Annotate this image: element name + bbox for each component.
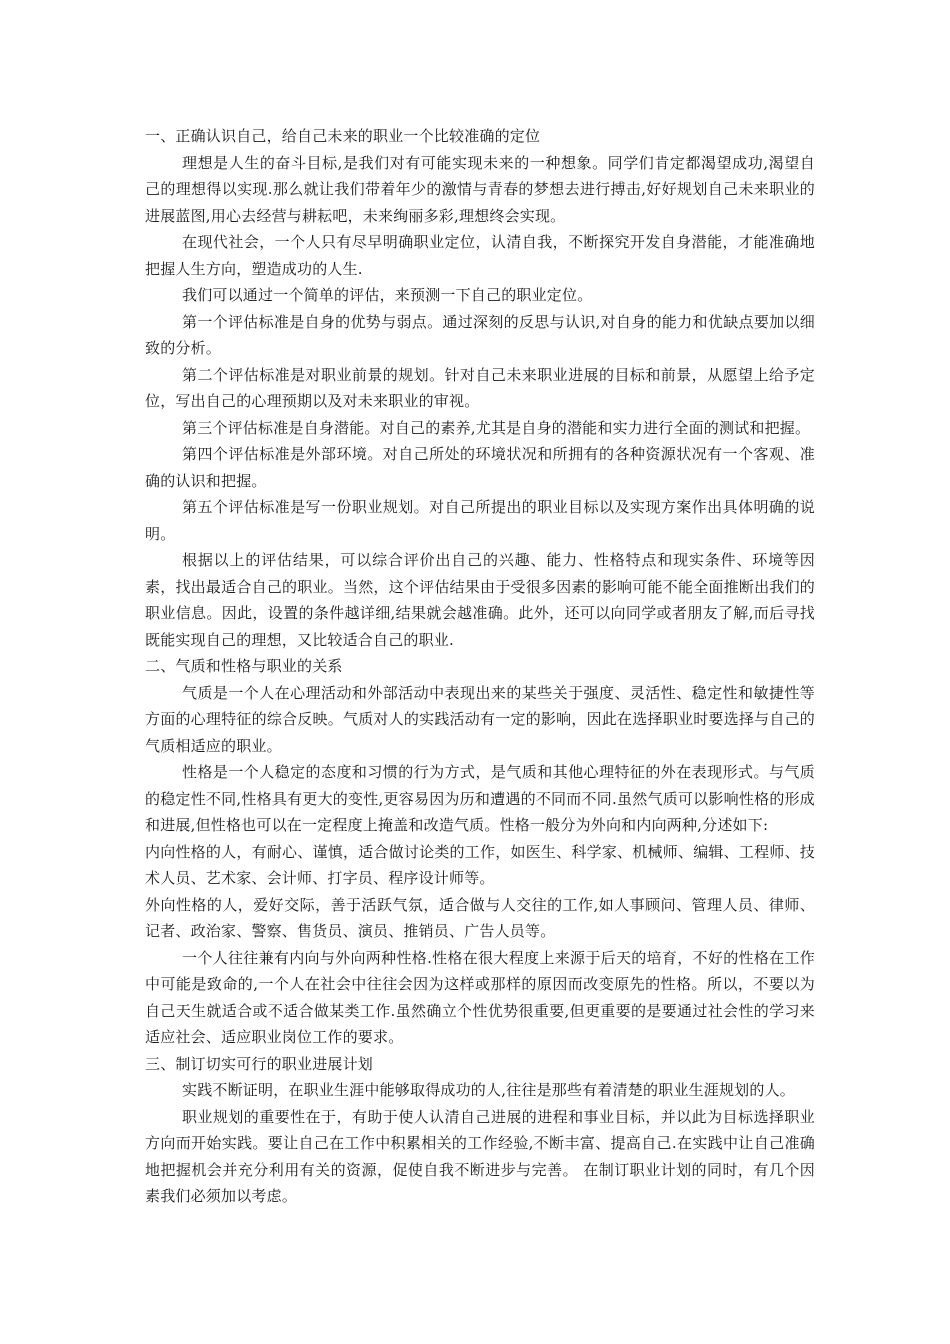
paragraph: 第五个评估标准是写一份职业规划。对自己所提出的职业目标以及实现方案作出具体明确的说明。 bbox=[145, 498, 815, 543]
paragraph: 在现代社会，一个人只有尽早明确职业定位，认清自我，不断探究开发自身潜能，才能准确地把握人生方向，塑造成功的人生. bbox=[145, 233, 815, 278]
paragraph: 第二个评估标准是对职业前景的规划。针对自己未来职业进展的目标和前景，从愿望上给予定位，写出自己的心理预期以及对未来职业的审视。 bbox=[145, 365, 815, 410]
paragraph: 第四个评估标准是外部环境。对自己所处的环境状况和所拥有的各种资源状况有一个客观、准确的认识和把握。 bbox=[145, 445, 815, 490]
extrovert-paragraph: 外向性格的人，爱好交际，善于活跃气氛，适合做与人交往的工作,如人事顾问、管理人员、律师、记者、政治家、警察、售货员、演员、推销员、广告人员等。 bbox=[145, 895, 815, 940]
paragraph: 我们可以通过一个简单的评估，来预测一下自己的职业定位。 bbox=[182, 286, 593, 304]
paragraph: 第一个评估标准是自身的优势与弱点。通过深刻的反思与认识,对自身的能力和优缺点要加以细致的分析。 bbox=[145, 312, 815, 357]
paragraph: 第三个评估标准是自身潜能。对自己的素养,尤其是自身的潜能和实力进行全面的测试和把握。 bbox=[182, 418, 811, 437]
introvert-paragraph: 内向性格的人，有耐心、谨慎，适合做讨论类的工作，如医生、科学家、机械师、编辑、工程师、技术人员、艺术家、会计师、打字员、程序设计师等。 bbox=[145, 842, 815, 887]
document-page bbox=[145, 123, 815, 1210]
section-1-heading: 一、正确认识自己，给自己未来的职业一个比较准确的定位 bbox=[145, 127, 541, 145]
paragraph: 理想是人生的奋斗目标,是我们对有可能实现未来的一种想象。同学们肯定都渴望成功,渴望自己的理想得以实现.那么就让我们带着年少的激情与青春的梦想去进行搏击,好好规划自己未来职业的进展蓝图,用心去经营与耕耘吧，未来绚丽多彩,理想终会实现。 bbox=[145, 153, 815, 225]
paragraph: 性格是一个人稳定的态度和习惯的行为方式，是气质和其他心理特征的外在表现形式。与气质的稳定性不同,性格具有更大的变性,更容易因为历和遭遇的不同而不同.虽然气质可以影响性格的形成和进展,但性格也可以在一定程度上掩盖和改造气质。性格一般分为外向和内向两种,分述如下: bbox=[145, 763, 815, 834]
section-3-heading: 三、制订切实可行的职业进展计划 bbox=[145, 1054, 374, 1073]
paragraph: 一个人往往兼有内向与外向两种性格.性格在很大程度上来源于后天的培育，不好的性格在工作中可能是致命的,一个人在社会中往往会因为这样或那样的原因而改变原先的性格。所以，不要以为自己天生就适合或不适合做某类工作.虽然确立个性优势很重要,但更重要的是要通过社会性的学习来适应社会、适应职业岗位工作的要求。 bbox=[145, 948, 815, 1046]
paragraph: 实践不断证明，在职业生涯中能够取得成功的人,往往是那些有着清楚的职业生涯规划的人。 bbox=[182, 1081, 795, 1099]
paragraph: 气质是一个人在心理活动和外部活动中表现出来的某些关于强度、灵活性、稳定性和敏捷性等方面的心理特征的综合反映。气质对人的实践活动有一定的影响，因此在选择职业时要选择与自己的气质相适应的职业。 bbox=[145, 683, 815, 755]
paragraph: 职业规划的重要性在于，有助于使人认清自己进展的进程和事业目标，并以此为目标选择职业方向而开始实践。要让自己在工作中积累相关的工作经验,不断丰富、提高自己.在实践中让自己准确地把握机会并充分利用有关的资源，促使自我不断进步与完善。 在制订职业计划的同时，有几个因素我们必须加以考虑。 bbox=[145, 1107, 815, 1205]
section-2-heading: 二、气质和性格与职业的关系 bbox=[145, 657, 343, 675]
paragraph: 根据以上的评估结果，可以综合评价出自己的兴趣、能力、性格特点和现实条件、环境等因素，找出最适合自己的职业。当然，这个评估结果由于受很多因素的影响可能不能全面推断出我们的职业信息。因此，设置的条件越详细,结果就会越准确。此外，还可以向同学或者朋友了解,而后寻找既能实现自己的理想，又比较适合自己的职业. bbox=[145, 551, 815, 649]
